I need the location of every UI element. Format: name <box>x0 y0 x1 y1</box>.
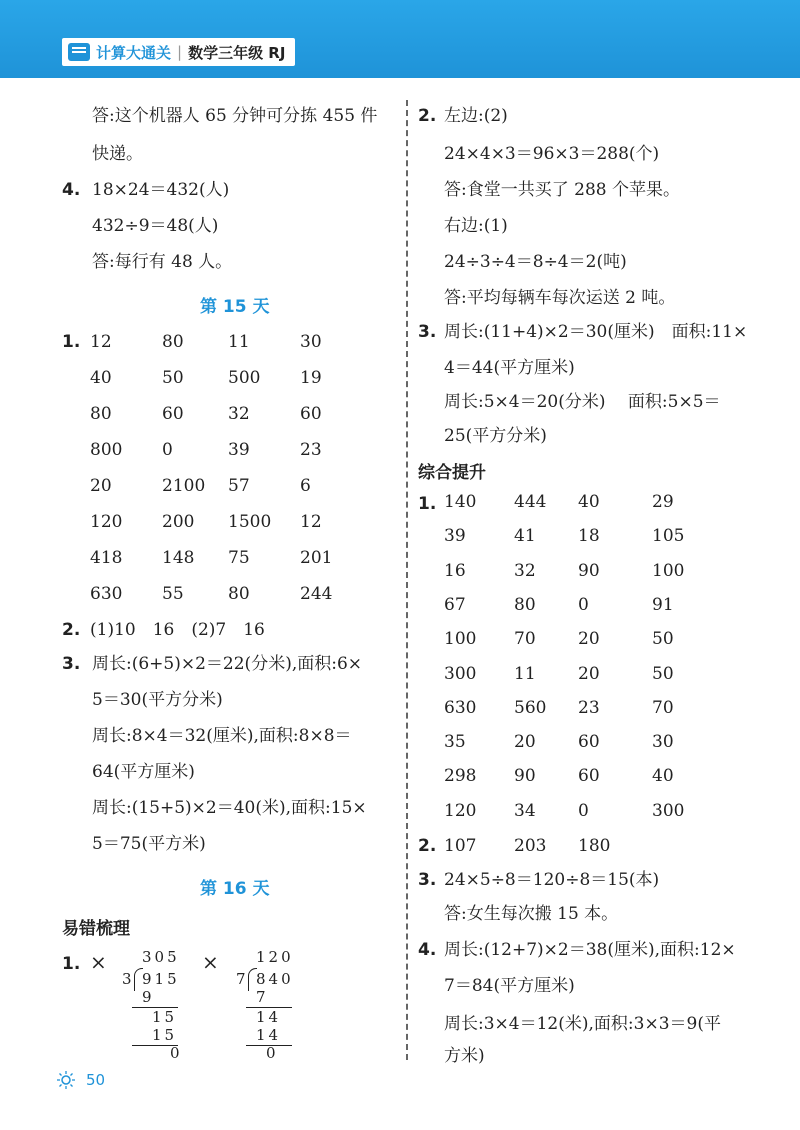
grid-cell: 180 <box>578 836 611 856</box>
quotient: 120 <box>256 948 294 966</box>
equation-line: 周长:(11+4)×2＝30(厘米) 面积:11× <box>444 322 748 342</box>
equation-line: 5＝30(平方分米) <box>92 690 223 710</box>
divisor: 3 <box>122 970 135 988</box>
step-value: 9 <box>142 988 155 1006</box>
long-division <box>118 948 188 1062</box>
grid-cell: 298 <box>444 766 477 787</box>
grid-cell: 30 <box>300 332 322 352</box>
cross-mark-icon: × <box>202 950 219 974</box>
equation-line: 周长:(12+7)×2＝38(厘米),面积:12× <box>444 940 736 960</box>
grid-cell: 500 <box>228 368 261 388</box>
grid-cell: 120 <box>444 800 477 821</box>
answer-line: 左边:(2) <box>444 106 508 126</box>
equation-line: 432÷9＝48(人) <box>92 216 219 236</box>
question-number: 2. <box>62 620 81 640</box>
grid-cell: 40 <box>578 492 600 512</box>
grid-cell: 80 <box>228 584 250 604</box>
question-number: 4. <box>418 940 437 960</box>
top-banner <box>0 0 800 78</box>
grid-cell: 32 <box>514 560 536 581</box>
equation-line: 周长:8×4＝32(厘米),面积:8×8＝ <box>92 726 352 746</box>
subject-title: 数学三年级 RJ <box>188 43 286 62</box>
grid-cell: 75 <box>228 548 250 568</box>
grid-cell: 203 <box>514 836 547 856</box>
grid-cell: 23 <box>578 697 600 718</box>
grid-cell: 23 <box>300 440 322 460</box>
grid-cell: 18 <box>578 526 600 547</box>
question-number: 3. <box>418 322 437 342</box>
grid-cell: 444 <box>514 492 547 512</box>
grid-cell: 60 <box>300 404 322 424</box>
grid-cell: 29 <box>652 492 674 512</box>
grid-cell: 0 <box>578 800 589 821</box>
equation-line: 18×24＝432(人) <box>92 180 230 200</box>
grid-cell: 200 <box>162 512 195 532</box>
grid-cell: 0 <box>578 594 589 615</box>
grid-cell: 12 <box>90 332 112 352</box>
remainder: 0 <box>170 1044 183 1062</box>
grid-cell: 2100 <box>162 476 206 496</box>
day-heading: 第 15 天 <box>200 297 270 317</box>
grid-cell: 20 <box>578 663 600 684</box>
remainder: 0 <box>266 1044 279 1062</box>
grid-cell: 30 <box>652 732 674 753</box>
equation-line: 64(平方厘米) <box>92 762 195 782</box>
question-number: 4. <box>62 180 81 200</box>
long-division <box>232 948 302 1062</box>
grid-cell: 50 <box>652 629 674 650</box>
grid-cell: 39 <box>444 526 466 547</box>
equation-line: 周长:(6+5)×2＝22(分米),面积:6× <box>92 654 363 674</box>
grid-cell: 244 <box>300 584 333 604</box>
question-number: 1. <box>62 954 81 974</box>
grid-cell: 67 <box>444 594 466 615</box>
grid-cell: 418 <box>90 548 123 568</box>
question-number: 1. <box>418 494 437 514</box>
answer-line: 右边:(1) <box>444 216 508 236</box>
grid-cell: 560 <box>514 697 547 718</box>
equation-line: 方米) <box>444 1046 485 1066</box>
answer-line: 答:食堂一共买了 288 个苹果。 <box>444 180 680 200</box>
series-title: 计算大通关 <box>96 43 172 62</box>
equation-line: 周长:5×4＝20(分米) 面积:5×5＝ <box>444 392 721 412</box>
grid-cell: 80 <box>162 332 184 352</box>
cross-mark-icon: × <box>90 950 107 974</box>
grid-cell: 91 <box>652 594 674 615</box>
grid-cell: 630 <box>90 584 123 604</box>
grid-cell: 120 <box>90 512 123 532</box>
grid-cell: 70 <box>514 629 536 650</box>
section-subtitle: 易错梳理 <box>62 919 130 939</box>
dividend: 915 <box>142 970 180 988</box>
question-number: 1. <box>62 332 81 352</box>
grid-cell: 90 <box>578 560 600 581</box>
grid-cell: 1500 <box>228 512 272 532</box>
dividend: 840 <box>256 970 294 988</box>
grid-cell: 40 <box>652 766 674 787</box>
day-heading: 第 16 天 <box>200 879 270 899</box>
equation-line: 24÷3÷4＝8÷4＝2(吨) <box>444 252 627 272</box>
grid-cell: 57 <box>228 476 250 496</box>
grid-cell: 107 <box>444 836 477 856</box>
answer-line: 答:每行有 48 人。 <box>92 252 233 272</box>
page-number: 50 <box>86 1071 106 1089</box>
equation-line: 24×5÷8＝120÷8＝15(本) <box>444 870 660 890</box>
grid-cell: 100 <box>444 629 477 650</box>
grid-cell: 0 <box>162 440 173 460</box>
grid-cell: 300 <box>444 663 477 684</box>
grid-cell: 20 <box>578 629 600 650</box>
grid-cell: 16 <box>444 560 466 581</box>
equation-line: 25(平方分米) <box>444 426 547 446</box>
grid-cell: 35 <box>444 732 466 753</box>
grid-cell: 50 <box>652 663 674 684</box>
grid-cell: 39 <box>228 440 250 460</box>
grid-cell: 105 <box>652 526 685 547</box>
question-number: 2. <box>418 106 437 126</box>
answer-line: 答:平均每辆车每次运送 2 吨。 <box>444 288 676 308</box>
grid-cell: 50 <box>162 368 184 388</box>
equation-line: 7＝84(平方厘米) <box>444 976 575 996</box>
grid-cell: 20 <box>514 732 536 753</box>
grid-cell: 32 <box>228 404 250 424</box>
grid-cell: 630 <box>444 697 477 718</box>
question-number: 3. <box>62 654 81 674</box>
grid-cell: 70 <box>652 697 674 718</box>
grid-cell: 80 <box>90 404 112 424</box>
step-value: 14 <box>256 1008 282 1026</box>
grid-cell: 100 <box>652 560 685 581</box>
step-value: 14 <box>256 1026 282 1044</box>
sun-icon <box>56 1070 76 1090</box>
column-divider <box>406 100 408 1060</box>
grid-cell: 201 <box>300 548 333 568</box>
quotient: 305 <box>142 948 180 966</box>
equation-line: 4＝44(平方厘米) <box>444 358 575 378</box>
equation-line: 5＝75(平方米) <box>92 834 206 854</box>
section-subtitle: 综合提升 <box>418 463 486 483</box>
grid-cell: 6 <box>300 476 311 496</box>
grid-cell: 34 <box>514 800 536 821</box>
equation-line: 24×4×3＝96×3＝288(个) <box>444 144 660 164</box>
grid-cell: 60 <box>162 404 184 424</box>
grid-cell: 60 <box>578 732 600 753</box>
grid-cell: 55 <box>162 584 184 604</box>
answer-line: 答:这个机器人 65 分钟可分拣 455 件 <box>92 106 378 126</box>
step-value: 7 <box>256 988 269 1006</box>
question-number: 3. <box>418 870 437 890</box>
grid-cell: 11 <box>228 332 250 352</box>
header-title-box <box>62 38 295 66</box>
grid-cell: 41 <box>514 526 536 547</box>
grid-cell: 11 <box>514 663 536 684</box>
answer-line: 快递。 <box>92 144 143 164</box>
grid-cell: 40 <box>90 368 112 388</box>
grid-cell: 20 <box>90 476 112 496</box>
divisor: 7 <box>236 970 249 988</box>
grid-cell: 90 <box>514 766 536 787</box>
answer-line: 答:女生每次搬 15 本。 <box>444 904 619 924</box>
step-value: 15 <box>152 1008 178 1026</box>
header-separator: | <box>177 43 183 61</box>
grid-cell: 12 <box>300 512 322 532</box>
book-icon <box>68 43 90 61</box>
grid-cell: 300 <box>652 800 685 821</box>
grid-cell: 60 <box>578 766 600 787</box>
equation-line: 周长:3×4＝12(米),面积:3×3＝9(平 <box>444 1014 721 1034</box>
grid-cell: 19 <box>300 368 322 388</box>
grid-cell: 800 <box>90 440 123 460</box>
answer-line: (1)10 16 (2)7 16 <box>90 620 265 640</box>
grid-cell: 80 <box>514 594 536 615</box>
step-value: 15 <box>152 1026 178 1044</box>
equation-line: 周长:(15+5)×2＝40(米),面积:15× <box>92 798 367 818</box>
grid-cell: 140 <box>444 492 477 512</box>
grid-cell: 148 <box>162 548 195 568</box>
question-number: 2. <box>418 836 437 856</box>
